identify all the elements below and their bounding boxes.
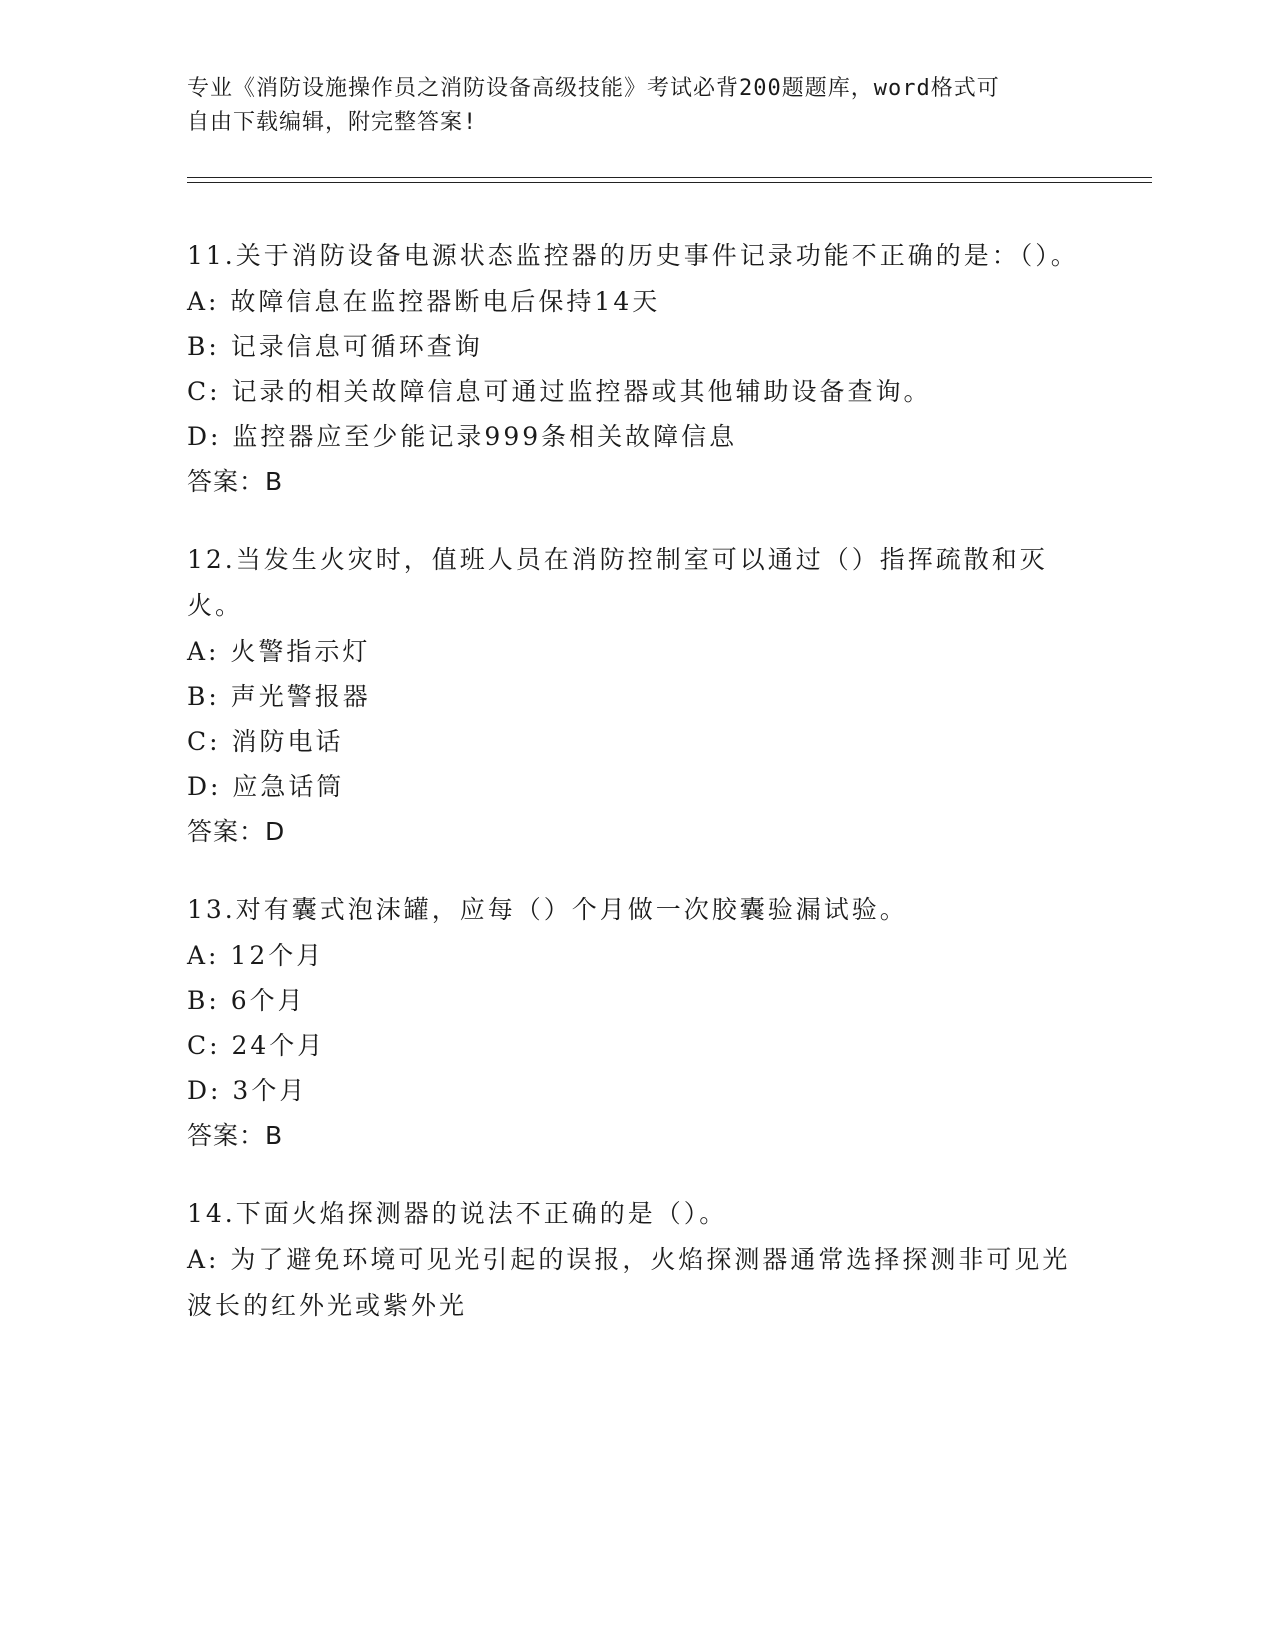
option-b: B: 6个月 (187, 986, 306, 1015)
option-b: B: 记录信息可循环查询 (187, 332, 483, 361)
option-d: D: 3个月 (187, 1076, 308, 1105)
answer: 答案：B (187, 467, 284, 496)
question-list (187, 233, 1087, 1361)
question-12 (187, 537, 1087, 855)
answer: 答案：B (187, 1121, 284, 1150)
header-divider-top (187, 177, 1152, 178)
option-c: C: 24个月 (187, 1031, 326, 1060)
option-a: A: 为了避免环境可见光引起的误报，火焰探测器通常选择探测非可见光波长的红外光或紫外光 (187, 1245, 1071, 1320)
option-a: A: 故障信息在监控器断电后保持14天 (187, 287, 661, 316)
question-stem: 11.关于消防设备电源状态监控器的历史事件记录功能不正确的是：（）。 (187, 241, 1079, 270)
answer: 答案：D (187, 817, 286, 846)
option-d: D: 应急话筒 (187, 772, 345, 801)
option-a: A: 12个月 (187, 941, 325, 970)
question-stem: 12.当发生火灾时，值班人员在消防控制室可以通过（）指挥疏散和灭火。 (187, 545, 1048, 620)
question-13 (187, 887, 1087, 1159)
document-header (187, 72, 1067, 140)
header-line-1: 专业《消防设施操作员之消防设备高级技能》考试必背200题题库，word格式可 (187, 76, 1000, 101)
option-a: A: 火警指示灯 (187, 637, 371, 666)
question-stem: 13.对有囊式泡沫罐，应每（）个月做一次胶囊验漏试验。 (187, 895, 908, 924)
question-stem: 14.下面火焰探测器的说法不正确的是（）。 (187, 1199, 728, 1228)
option-d: D: 监控器应至少能记录999条相关故障信息 (187, 422, 738, 451)
option-c: C: 记录的相关故障信息可通过监控器或其他辅助设备查询。 (187, 377, 932, 406)
header-divider-bottom (187, 182, 1152, 183)
option-b: B: 声光警报器 (187, 682, 371, 711)
question-14 (187, 1191, 1087, 1329)
question-11 (187, 233, 1087, 505)
option-c: C: 消防电话 (187, 727, 344, 756)
header-line-2: 自由下载编辑，附完整答案! (187, 110, 478, 135)
